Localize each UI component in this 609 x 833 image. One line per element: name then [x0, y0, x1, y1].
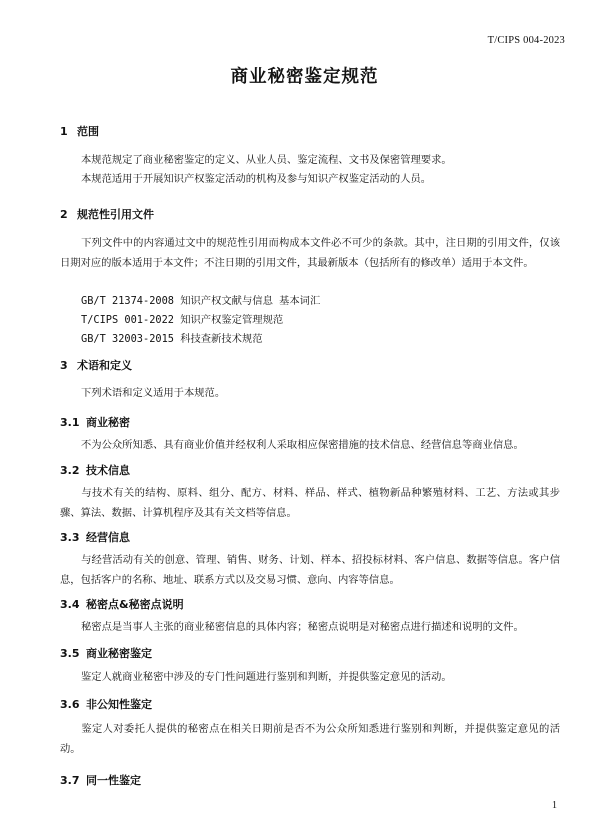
paragraph-text: 与技术有关的结构、原料、组分、配方、材料、样品、样式、植物新品种繁殖材料、工艺、方法或其步骤、算法、数据、计算机程序及其有关文档等信息。: [60, 487, 560, 519]
normative-reference-2: T/CIPS 001-2022 知识产权鉴定管理规范: [81, 314, 284, 326]
section-title: 范围: [77, 125, 99, 138]
subsection-3-1-heading: [60, 414, 130, 430]
paragraph-text: 鉴定人就商业秘密中涉及的专门性问题进行鉴别和判断，并提供鉴定意见的活动。: [81, 671, 452, 683]
section-number: 2: [60, 208, 68, 221]
subsection-3-6-heading: [60, 696, 152, 712]
subsection-number: 3.7: [60, 774, 80, 787]
subsection-title: 技术信息: [86, 464, 130, 477]
section-1-paragraph-2: [60, 169, 560, 189]
paragraph-text: 秘密点是当事人主张的商业秘密信息的具体内容；秘密点说明是对秘密点进行描述和说明的文件。: [81, 621, 524, 633]
section-number: 3: [60, 359, 68, 372]
normative-reference-3: GB/T 32003-2015 科技查新技术规范: [81, 333, 263, 345]
subsection-3-1-paragraph: [60, 435, 560, 455]
section-title: 术语和定义: [77, 359, 132, 372]
subsection-number: 3.3: [60, 531, 80, 544]
subsection-title: 非公知性鉴定: [86, 698, 152, 711]
paragraph-text: 鉴定人对委托人提供的秘密点在相关日期前是否不为公众所知悉进行鉴别和判断，并提供鉴定意见的活动。: [60, 723, 560, 755]
subsection-3-2-paragraph: [60, 483, 560, 523]
subsection-number: 3.2: [60, 464, 80, 477]
section-2-heading: [60, 206, 154, 222]
subsection-3-2-heading: [60, 462, 130, 478]
subsection-3-3-heading: [60, 529, 130, 545]
paragraph-text: 与经营活动有关的创意、管理、销售、财务、计划、样本、招投标材料、客户信息、数据等信息。客户信息，包括客户的名称、地址、联系方式以及交易习惯、意向、内容等信息。: [60, 554, 560, 586]
section-title: 规范性引用文件: [77, 208, 154, 221]
subsection-number: 3.5: [60, 647, 80, 660]
subsection-title: 商业秘密鉴定: [86, 647, 152, 660]
section-1-paragraph-1: [60, 150, 560, 170]
subsection-3-5-heading: [60, 645, 152, 661]
document-title: 商业秘密鉴定规范: [230, 67, 379, 87]
paragraph-text: 本规范规定了商业秘密鉴定的定义、从业人员、鉴定流程、文书及保密管理要求。: [81, 154, 452, 166]
paragraph-text: 不为公众所知悉、具有商业价值并经权利人采取相应保密措施的技术信息、经营信息等商业信息。: [81, 439, 524, 451]
section-3-heading: [60, 357, 132, 373]
page-number: 1: [552, 800, 557, 811]
section-2-paragraph-1: [60, 233, 560, 273]
paragraph-text: 下列文件中的内容通过文中的规范性引用而构成本文件必不可少的条款。其中，注日期的引用文件，仅该日期对应的版本适用于本文件；不注日期的引用文件，其最新版本（包括所有的修改单）适用于本文件。: [60, 237, 560, 269]
paragraph-text: 下列术语和定义适用于本规范。: [81, 387, 226, 399]
normative-reference-1: GB/T 21374-2008 知识产权文献与信息 基本词汇: [81, 295, 321, 307]
section-number: 1: [60, 125, 68, 138]
subsection-title: 秘密点&秘密点说明: [86, 598, 184, 611]
standard-number: T/CIPS 004-2023: [487, 35, 565, 46]
subsection-title: 同一性鉴定: [86, 774, 141, 787]
subsection-number: 3.1: [60, 416, 80, 429]
subsection-3-7-heading: [60, 772, 141, 788]
subsection-3-3-paragraph: [60, 550, 560, 590]
subsection-3-6-paragraph: [60, 719, 560, 759]
subsection-3-4-paragraph: [60, 617, 560, 637]
subsection-3-4-heading: [60, 596, 184, 612]
subsection-3-5-paragraph: [60, 667, 560, 687]
subsection-number: 3.6: [60, 698, 80, 711]
section-3-paragraph-1: [60, 383, 560, 403]
subsection-number: 3.4: [60, 598, 80, 611]
subsection-title: 商业秘密: [86, 416, 130, 429]
subsection-title: 经营信息: [86, 531, 130, 544]
section-1-heading: [60, 123, 99, 139]
paragraph-text: 本规范适用于开展知识产权鉴定活动的机构及参与知识产权鉴定活动的人员。: [81, 173, 432, 185]
